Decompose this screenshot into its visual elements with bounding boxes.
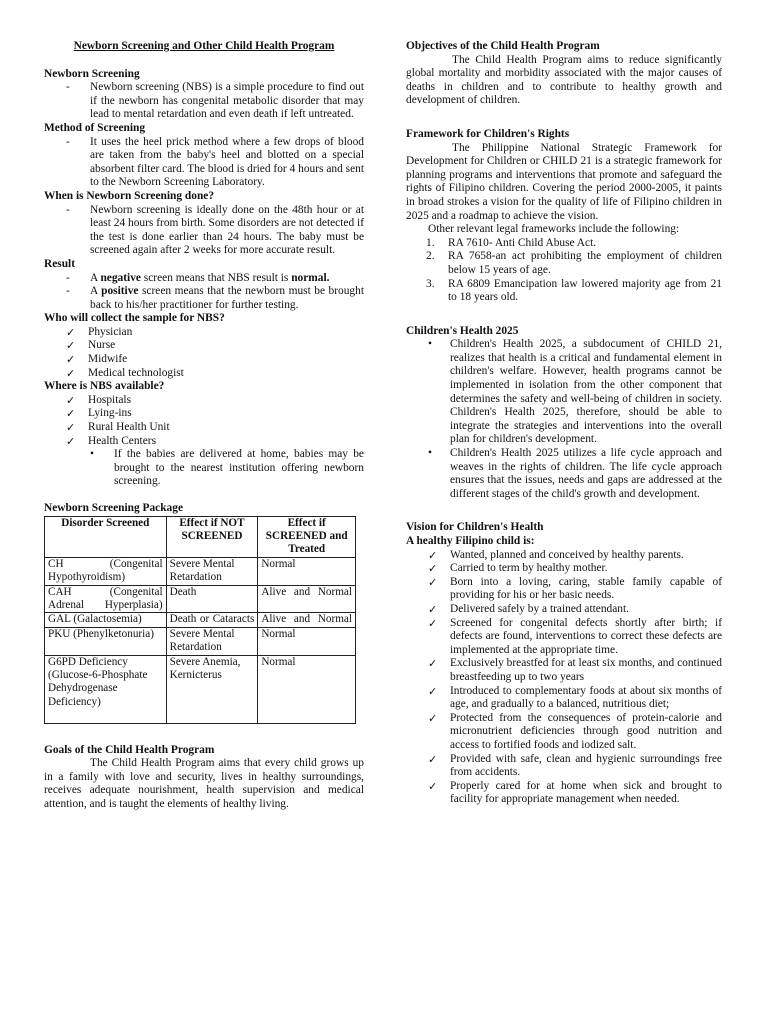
ch2025-heading: Children's Health 2025	[406, 324, 519, 337]
list-item: ✓ Introduced to complementary foods at about six months of age, and gradually to a balanced, nutritious diet;	[406, 685, 722, 712]
document-title: Newborn Screening and Other Child Health Program	[73, 40, 335, 52]
list-item: ✓ Rural Health Unit	[44, 421, 364, 435]
screening-package-table	[44, 516, 356, 724]
framework-text: The Philippine National Strategic Framework for Development for Children or CHILD 21 is a strategic framework for planning programs and interventions that promote and safeguard the rights of Filipino children. Covering the period 2000-2005, it paints in broad strokes a vision for the quality of life of Filipino children in 2025 and a roadmap to achieve the vision.	[406, 141, 722, 222]
left-column	[44, 40, 364, 812]
column-header: Disorder Screened	[45, 516, 167, 557]
list-item: ✓ Provided with safe, clean and hygienic surroundings free from accidents.	[406, 753, 722, 780]
table-row	[45, 585, 356, 613]
framework-heading: Framework for Children's Rights	[406, 127, 570, 140]
table-row	[45, 557, 356, 585]
list-item: • Children's Health 2025, a subdocument of CHILD 21, realizes that health is a critical and fundamental element in children's welfare. However, health programs cannot be implemented in isolation from the other component that determines the safety and well-being of children in society. Children's Health 2025, therefore, should be able to integrate the strategies and interventions into the overall plan for children's development.	[406, 338, 722, 447]
list-item: ✓ Carried to term by healthy mother.	[406, 562, 722, 576]
list-item: ✓ Health Centers	[44, 435, 364, 449]
nbs-text: - Newborn screening (NBS) is a simple procedure to find out if the newborn has congenital metabolic disorder that may lead to mental retardation and even death if left untreated.	[44, 81, 364, 122]
table-cell: Normal	[258, 557, 356, 585]
list-item: ✓ Screened for congenital defects shortly after birth; if defects are found, interventions to correct these defects are implemented at the appropriate time.	[406, 617, 722, 658]
list-item: ✓ Midwife	[44, 353, 364, 367]
table-cell: PKU (Phenylketonuria)	[45, 627, 167, 655]
when-list	[44, 204, 364, 258]
nbs-list	[44, 81, 364, 122]
table-cell: GAL (Galactosemia)	[45, 613, 167, 627]
table-cell: Severe Mental Retardation	[166, 557, 258, 585]
list-item: ✓ Physician	[44, 326, 364, 340]
list-item: ✓ Exclusively breastfed for at least six months, and continued breastfeeding up to two years	[406, 657, 722, 684]
list-item: ✓ Hospitals	[44, 394, 364, 408]
list-item: ✓ Born into a loving, caring, stable family capable of providing for his or her basic needs.	[406, 576, 722, 603]
who-heading: Who will collect the sample for NBS?	[44, 312, 225, 325]
table-cell: Death or Cataracts	[166, 613, 258, 627]
objectives-text: The Child Health Program aims to reduce significantly global mortality and morbidity associated with the major causes of deaths in children and to contribute to healthy growth and development of children.	[406, 53, 722, 107]
framework-other: Other relevant legal frameworks include the following:	[428, 223, 680, 236]
list-item: 3. RA 6809 Emancipation law lowered majority age from 21 to 18 years old.	[426, 277, 722, 304]
result-negative: - A negative screen means that NBS result is normal.	[44, 272, 364, 286]
column-header: Effect if NOT SCREENED	[166, 516, 258, 557]
package-heading: Newborn Screening Package	[44, 502, 183, 514]
table-cell: Alive and Normal	[258, 613, 356, 627]
table-row	[45, 627, 356, 655]
table-header-row	[45, 516, 356, 557]
where-heading: Where is NBS available?	[44, 380, 165, 393]
list-item: ✓ Wanted, planned and conceived by healthy parents.	[406, 549, 722, 563]
table-row	[45, 655, 356, 723]
vision-list	[406, 549, 722, 807]
column-header: Effect if SCREENED and Treated	[258, 516, 356, 557]
list-item: ✓ Delivered safely by a trained attendant.	[406, 603, 722, 617]
table-cell: Normal	[258, 655, 356, 723]
result-positive: - A positive screen means that the newborn must be brought back to his/her practitioner for further testing.	[44, 285, 364, 312]
table-cell: G6PD Deficiency (Glucose-6-Phosphate Dehydrogenase Deficiency)	[45, 655, 167, 723]
where-sublist	[44, 448, 364, 489]
goals-text: The Child Health Program aims that every child grows up in a family with love and security, lives in healthy surroundings, receives adequate nourishment, health supervision and medical attention, and is taught the elements of healthy living.	[44, 757, 364, 811]
list-item: ✓ Lying-ins	[44, 407, 364, 421]
when-text: - Newborn screening is ideally done on the 48th hour or at least 24 hours from birth. Some disorders are not detected if the test is done earlier than 24 hours. The baby must be screened again after 2 weeks for more accurate result.	[44, 204, 364, 258]
table-cell: Death	[166, 585, 258, 613]
vision-heading: Vision for Children's Health	[406, 521, 544, 534]
objectives-heading: Objectives of the Child Health Program	[406, 40, 600, 52]
ch2025-list	[406, 338, 722, 501]
who-list	[44, 326, 364, 380]
goals-heading: Goals of the Child Health Program	[44, 743, 215, 756]
table-row	[45, 613, 356, 627]
when-heading: When is Newborn Screening done?	[44, 189, 215, 202]
result-list	[44, 272, 364, 313]
list-item: ✓ Protected from the consequences of protein-calorie and micronutrient deficiencies through good nutrition and access to fortified foods and iodized salt.	[406, 712, 722, 753]
vision-subheading: A healthy Filipino child is:	[406, 535, 535, 547]
table-cell: CAH (Congenital Adrenal Hyperplasia)	[45, 585, 167, 613]
table-cell: Severe Anemia, Kernicterus	[166, 655, 258, 723]
table-cell: Alive and Normal	[258, 585, 356, 613]
nbs-heading: Newborn Screening	[44, 67, 140, 80]
right-column	[406, 40, 722, 807]
list-item: • Children's Health 2025 utilizes a life cycle approach and weaves in the rights of children. The life cycle approach ensures that the issues, needs and gaps are addressed at the different stages of the child's growth and development.	[406, 447, 722, 501]
table-cell: Normal	[258, 627, 356, 655]
method-heading: Method of Screening	[44, 121, 146, 134]
table-cell: CH (Congenital Hypothyroidism)	[45, 557, 167, 585]
framework-list	[406, 237, 722, 305]
list-item: ✓ Properly cared for at home when sick and brought to facility for appropriate management when needed.	[406, 780, 722, 807]
result-heading: Result	[44, 257, 76, 270]
method-list	[44, 136, 364, 190]
table-cell: Severe Mental Retardation	[166, 627, 258, 655]
where-list	[44, 394, 364, 448]
list-item: 2. RA 7658-an act prohibiting the employment of children below 15 years of age.	[426, 250, 722, 276]
method-text: - It uses the heel prick method where a few drops of blood are taken from the baby's heel and blotted on a special absorbent filter card. The blood is dried for 4 hours and sent to the Newborn Screening Laboratory.	[44, 136, 364, 190]
list-item: ✓ Medical technologist	[44, 367, 364, 381]
list-item: 1. RA 7610- Anti Child Abuse Act.	[426, 236, 597, 249]
where-sub-text: • If the babies are delivered at home, babies may be brought to the nearest institution offering newborn screening.	[44, 448, 364, 489]
list-item: ✓ Nurse	[44, 339, 364, 353]
